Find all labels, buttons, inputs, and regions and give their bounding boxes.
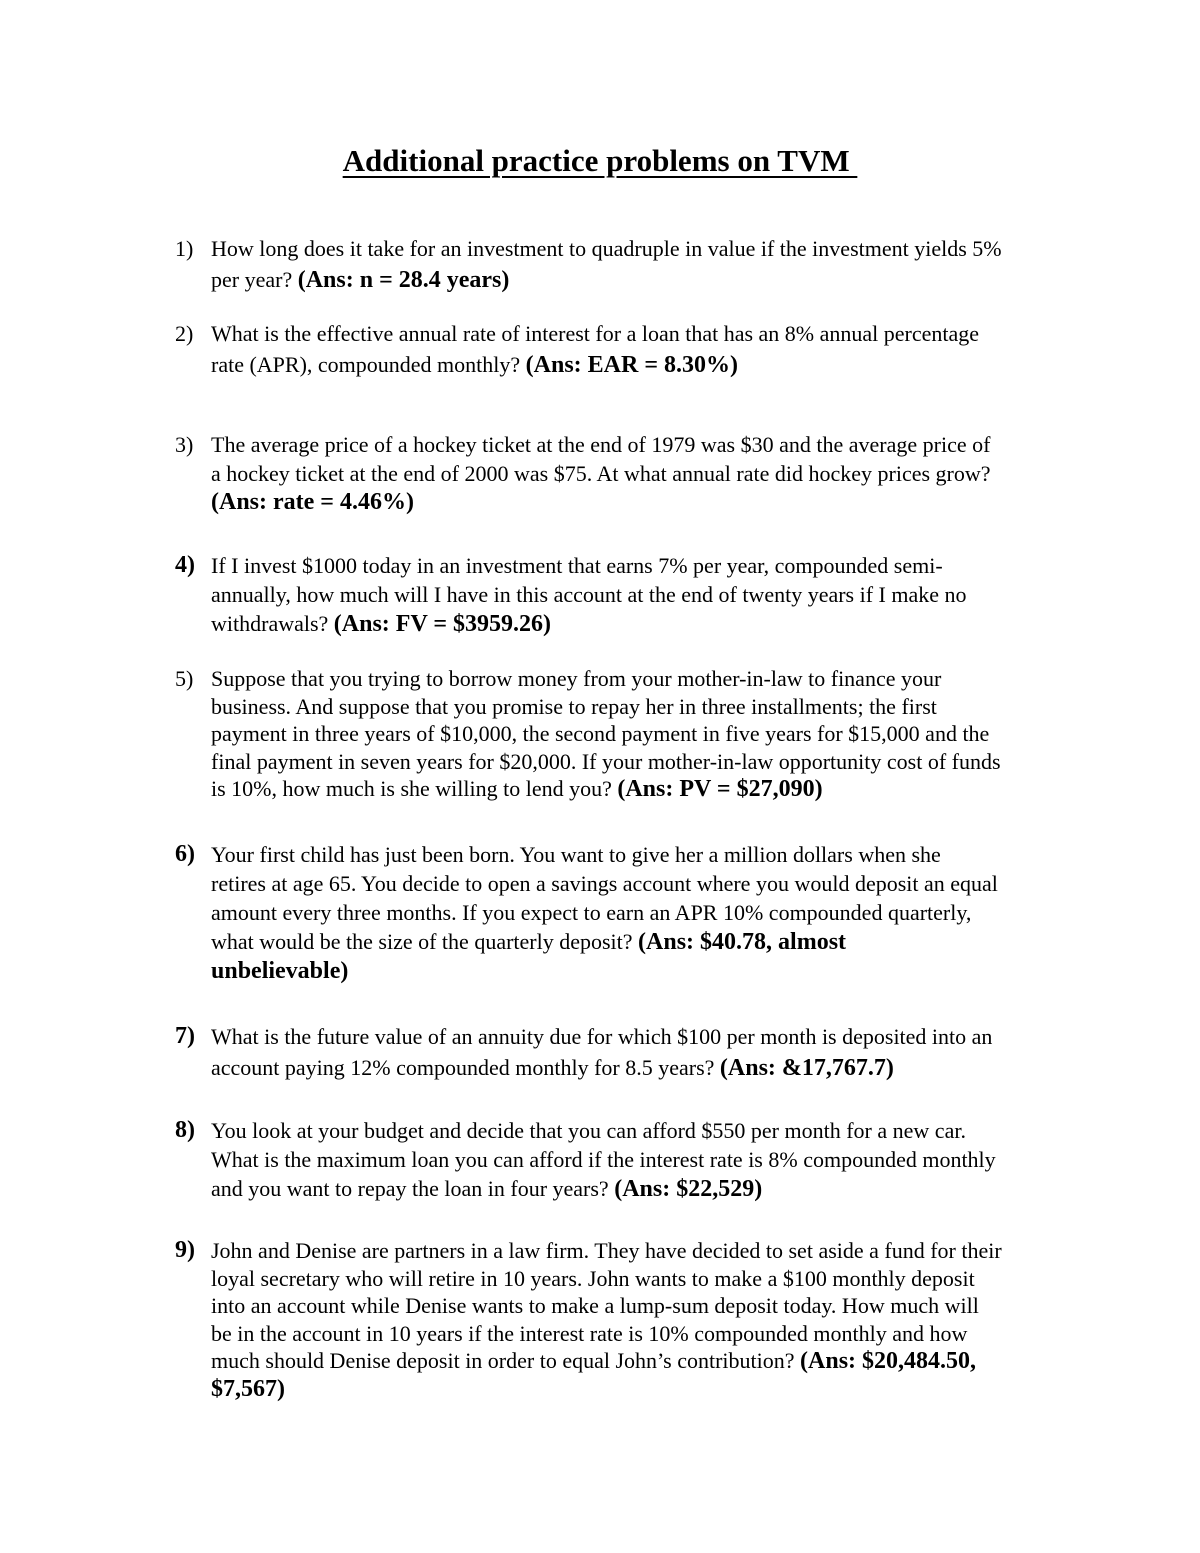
- problem-line: retires at age 65. You decide to open a savings account where you would deposit an equal: [211, 871, 998, 896]
- problem-number: 3): [175, 432, 194, 457]
- problem-line: [211, 349, 1071, 381]
- problem-text: [211, 430, 1071, 517]
- problem-line-text: is 10%, how much is she willing to lend you?: [211, 776, 618, 801]
- problem-text: [211, 840, 1071, 986]
- problem-number: 1): [175, 236, 194, 261]
- problem-number: 8): [175, 1117, 195, 1143]
- answer: (Ans: EAR = 8.30%): [525, 352, 739, 378]
- problem-line: [211, 927, 1071, 957]
- problem-line: Your first child has just been born. You want to give her a million dollars when she: [211, 842, 941, 867]
- problem-line: If I invest $1000 today in an investment that earns 7% per year, compounded semi-: [211, 553, 943, 578]
- answer: (Ans: rate = 4.46%): [211, 489, 414, 515]
- problem-line-text: rate (APR), compounded monthly?: [211, 352, 526, 377]
- problem-number: 9): [175, 1237, 195, 1263]
- problem-line-text: much should Denise deposit in order to equal John’s contribution?: [211, 1348, 801, 1373]
- problem-line-text: account paying 12% compounded monthly for 8.5 years?: [211, 1055, 720, 1080]
- problem-line: [211, 1052, 1071, 1084]
- answer: (Ans: $20,484.50,: [800, 1348, 977, 1374]
- page-title: Additional practice problems on TVM: [342, 143, 858, 178]
- problem-line: payment in three years of $10,000, the second payment in five years for $15,000 and the: [211, 721, 990, 746]
- problem-line: [211, 1347, 1071, 1376]
- problem-text: [211, 551, 1071, 639]
- problem-line: What is the future value of an annuity due for which $100 per month is deposited into an: [211, 1024, 993, 1049]
- problem-line: a hockey ticket at the end of 2000 was $75. At what annual rate did hockey prices grow?: [211, 461, 991, 486]
- answer: (Ans: &17,767.7): [719, 1055, 894, 1081]
- answer-continuation: unbelievable): [211, 958, 349, 984]
- problem-line: The average price of a hockey ticket at the end of 1979 was $30 and the average price of: [211, 432, 991, 457]
- problem-line: [211, 264, 1071, 296]
- problem-line: into an account while Denise wants to make a lump-sum deposit today. How much will: [211, 1293, 979, 1318]
- problem-line: What is the effective annual rate of interest for a loan that has an 8% annual percentage: [211, 321, 980, 346]
- problem-number: 5): [175, 666, 194, 691]
- problem-line: final payment in seven years for $20,000. If your mother-in-law opportunity cost of funds: [211, 748, 1001, 774]
- problem-number: 7): [175, 1023, 195, 1049]
- answer-continuation: $7,567): [211, 1375, 285, 1402]
- problem-line: You look at your budget and decide that you can afford $550 per month for a new car.: [211, 1118, 966, 1143]
- answer: (Ans: $22,529): [614, 1176, 763, 1202]
- problem-number: 6): [175, 841, 195, 867]
- problem-line: annually, how much will I have in this account at the end of twenty years if I make no: [211, 582, 967, 607]
- problem-text: [211, 1021, 1071, 1084]
- problem-line: [211, 609, 1071, 639]
- problem-line: How long does it take for an investment to quadruple in value if the investment yields 5%: [211, 236, 1002, 261]
- answer: (Ans: $40.78, almost: [638, 929, 847, 955]
- problem-line-text: withdrawals?: [211, 611, 334, 636]
- problem-line: What is the maximum loan you can afford if the interest rate is 8% compounded monthly: [211, 1147, 996, 1172]
- problem-text: [211, 318, 1071, 381]
- problem-line: [211, 1174, 1071, 1204]
- problem-line: be in the account in 10 years if the interest rate is 10% compounded monthly and how: [211, 1320, 968, 1346]
- problem-line: [211, 775, 1071, 804]
- problem-text: [211, 1116, 1071, 1204]
- problem-number: 4): [175, 552, 195, 578]
- problem-text: [211, 665, 1071, 804]
- problem-number: 2): [175, 321, 194, 346]
- problem-line: Suppose that you trying to borrow money from your mother-in-law to finance your: [211, 666, 942, 691]
- problem-line-text: per year?: [211, 267, 298, 292]
- answer: (Ans: n = 28.4 years): [297, 267, 510, 293]
- answer: (Ans: FV = $3959.26): [333, 611, 552, 637]
- problem-line: amount every three months. If you expect to earn an APR 10% compounded quarterly,: [211, 900, 972, 925]
- problem-text: [211, 233, 1071, 296]
- problem-line-text: and you want to repay the loan in four years?: [211, 1176, 615, 1201]
- problem-line-text: what would be the size of the quarterly deposit?: [211, 929, 639, 954]
- problem-line: business. And suppose that you promise to repay her in three installments; the first: [211, 693, 937, 719]
- problem-line: loyal secretary who will retire in 10 years. John wants to make a $100 monthly deposit: [211, 1265, 975, 1291]
- answer: (Ans: PV = $27,090): [617, 776, 823, 802]
- problem-line: John and Denise are partners in a law firm. They have decided to set aside a fund for their: [211, 1238, 1002, 1263]
- problem-text: [211, 1237, 1071, 1403]
